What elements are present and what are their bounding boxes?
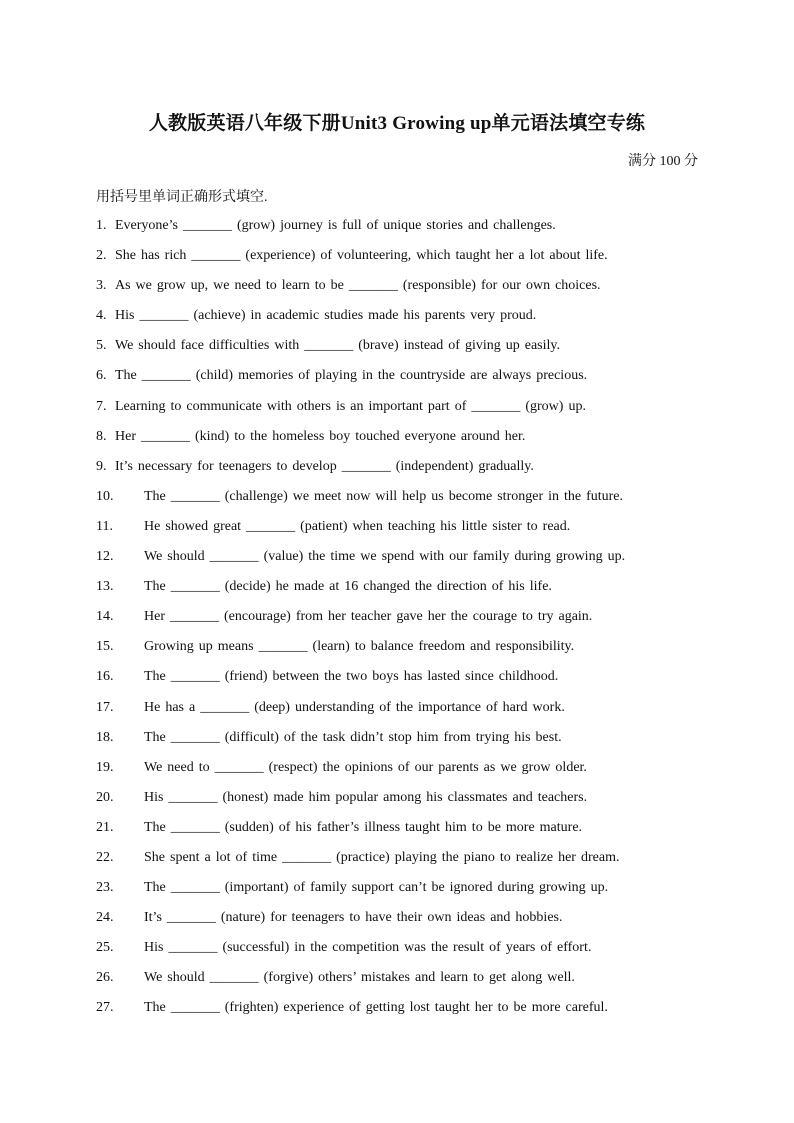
question-item [96,216,696,246]
question-number: 10. [96,488,114,504]
question-text: The _______ (decide) he made at 16 changed the direction of his life. [144,579,552,595]
question-number: 9. [96,458,107,474]
question-text: The _______ (friend) between the two boys has lasted since childhood. [144,669,559,685]
question-text: We should face difficulties with _______ (brave) instead of giving up easily. [115,338,560,354]
question-number: 13. [96,579,114,595]
question-text: The _______ (frighten) experience of getting lost taught her to be more careful. [144,1000,608,1016]
question-item [96,728,696,758]
document-title: 人教版英语八年级下册Unit3 Growing up单元语法填空专练 [148,113,646,134]
question-text: Her _______ (kind) to the homeless boy touched everyone around her. [115,428,526,444]
question-number: 24. [96,910,114,926]
question-item [96,336,696,366]
question-text: She spent a lot of time _______ (practice) playing the piano to realize her dream. [144,849,620,865]
question-number: 5. [96,338,107,354]
question-item [96,818,696,848]
question-number: 11. [96,518,113,534]
question-text: Her _______ (encourage) from her teacher gave her the courage to try again. [144,609,593,625]
question-text: He showed great _______ (patient) when teaching his little sister to read. [144,518,571,534]
question-number: 17. [96,699,114,715]
question-text: Learning to communicate with others is an important part of _______ (grow) up. [115,398,586,414]
question-item [96,758,696,788]
question-item [96,276,696,306]
question-number: 15. [96,639,114,655]
question-item [96,607,696,637]
question-number: 18. [96,729,114,745]
question-list [96,216,696,1029]
question-number: 26. [96,970,114,986]
question-number: 2. [96,248,107,264]
question-text: It’s necessary for teenagers to develop _______ (independent) gradually. [115,458,534,474]
question-item [96,517,696,547]
question-number: 25. [96,940,114,956]
question-item [96,667,696,697]
question-text: His _______ (achieve) in academic studies made his parents very proud. [115,308,537,324]
question-number: 20. [96,789,114,805]
question-number: 1. [96,218,107,233]
question-number: 8. [96,428,107,444]
question-number: 22. [96,849,114,865]
question-text: The _______ (difficult) of the task didn’t stop him from trying his best. [144,729,562,745]
question-item [96,246,696,276]
question-item [96,848,696,878]
question-number: 16. [96,669,114,685]
question-text: The _______ (child) memories of playing in the countryside are always precious. [115,368,588,384]
question-number: 21. [96,819,114,835]
question-item [96,698,696,728]
question-item [96,457,696,487]
question-item [96,427,696,457]
question-number: 14. [96,609,114,625]
question-item [96,637,696,667]
question-text: He has a _______ (deep) understanding of the importance of hard work. [144,699,565,715]
question-text: As we grow up, we need to learn to be _______ (responsible) for our own choices. [115,278,601,294]
instruction-text: 用括号里单词正确形式填空. [96,190,268,205]
question-text: Everyone’s _______ (grow) journey is full of unique stories and challenges. [115,218,556,233]
question-item [96,938,696,968]
question-item [96,366,696,396]
question-item [96,998,696,1028]
question-number: 3. [96,278,107,294]
question-item [96,968,696,998]
question-number: 6. [96,368,107,384]
question-text: The _______ (challenge) we meet now will help us become stronger in the future. [144,488,624,504]
question-item [96,547,696,577]
question-item [96,306,696,336]
question-number: 7. [96,398,107,414]
question-item [96,908,696,938]
question-item [96,577,696,607]
question-text: The _______ (important) of family support can’t be ignored during growing up. [144,880,609,896]
question-text: We need to _______ (respect) the opinions of our parents as we grow older. [144,759,587,775]
question-text: We should _______ (value) the time we spend with our family during growing up. [144,549,626,565]
question-text: We should _______ (forgive) others’ mistakes and learn to get along well. [144,970,575,986]
question-number: 4. [96,308,107,324]
total-score: 满分 100 分 [628,154,698,169]
question-text: His _______ (honest) made him popular among his classmates and teachers. [144,789,588,805]
question-number: 12. [96,549,114,565]
question-text: The _______ (sudden) of his father’s illness taught him to be more mature. [144,819,583,835]
question-item [96,788,696,818]
question-text: She has rich _______ (experience) of volunteering, which taught her a lot about life. [115,248,608,264]
question-item [96,487,696,517]
question-item [96,397,696,427]
question-number: 19. [96,759,114,775]
question-item [96,878,696,908]
question-text: Growing up means _______ (learn) to balance freedom and responsibility. [144,639,575,655]
question-number: 23. [96,880,114,896]
question-text: His _______ (successful) in the competition was the result of years of effort. [144,940,592,956]
question-number: 27. [96,1000,114,1016]
question-text: It’s _______ (nature) for teenagers to have their own ideas and hobbies. [144,910,563,926]
